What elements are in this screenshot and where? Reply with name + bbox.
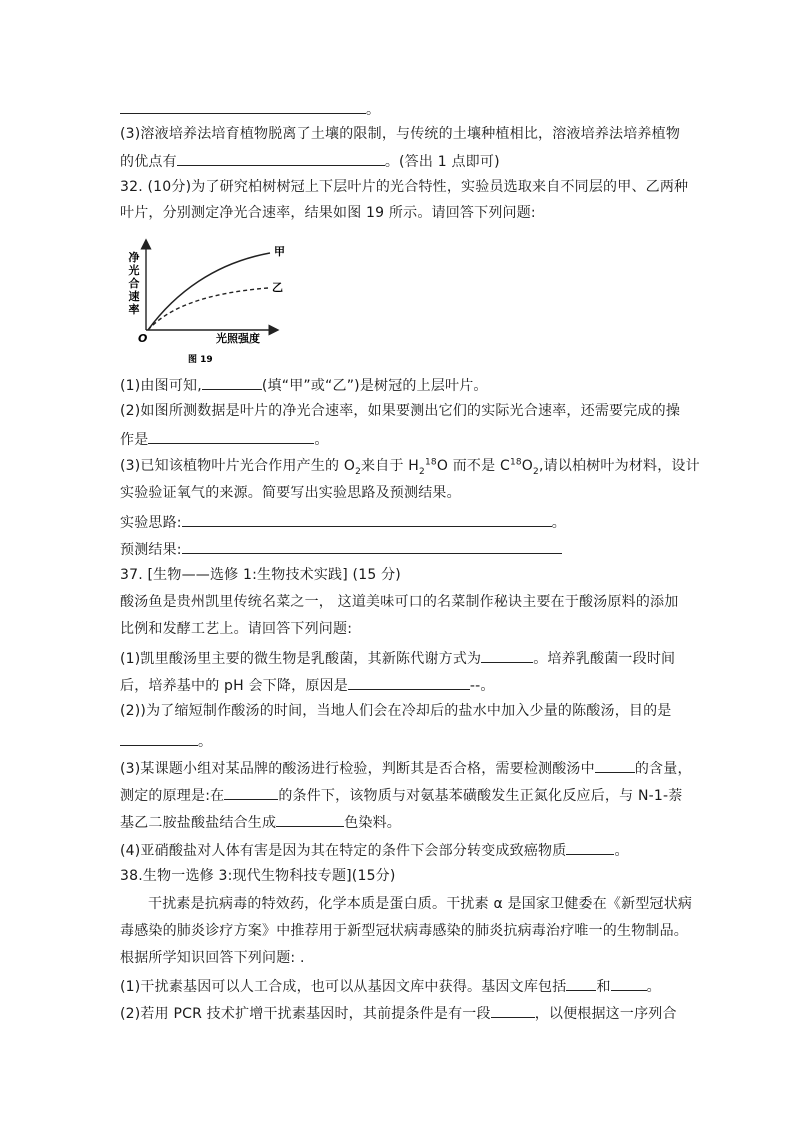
answer-blank[interactable] xyxy=(595,757,635,773)
answer-blank[interactable] xyxy=(182,538,562,554)
answer-blank[interactable] xyxy=(202,374,262,390)
question-37-3-cont: 测定的原理是:在 的条件下，该物质与对氨基苯磺酸发生正氮化反应后，与 N-1-萘 xyxy=(120,784,682,806)
question-31-3-answer: 的优点有 。(答出 1 点即可) xyxy=(120,150,500,172)
experiment-idea-line: 实验思路: 。 xyxy=(120,511,566,533)
answer-blank[interactable] xyxy=(491,1002,535,1018)
figure-19-chart xyxy=(120,238,290,368)
question-38-1: (1)干扰素基因可以人工合成，也可以从基因文库中获得。基因文库包括 和 。 xyxy=(120,975,661,997)
question-38-heading: 38.生物一选修 3:现代生物科技专题](15分) xyxy=(120,868,396,884)
prediction-line: 预测结果: xyxy=(120,538,562,560)
question-38-intro: 干扰素是抗病毒的特效药，化学本质是蛋白质。干扰素 α 是国家卫健委在《新型冠状病 xyxy=(148,896,693,912)
question-32-2-text: (2)如图所测数据是叶片的净光合速率，如果要测出它们的实际光合速率，还需要完成的操 xyxy=(120,403,681,419)
answer-line-continued: 。 xyxy=(120,98,380,120)
origin-label: O xyxy=(138,332,148,345)
answer-blank[interactable] xyxy=(148,428,314,444)
curve-jia-label: 甲 xyxy=(274,245,285,258)
answer-blank[interactable] xyxy=(566,839,614,855)
answer-blank[interactable] xyxy=(120,730,198,746)
question-37-2-answer: 。 xyxy=(120,730,212,752)
answer-blank[interactable] xyxy=(182,511,552,527)
answer-blank[interactable] xyxy=(348,674,470,690)
question-37-heading: 37. [生物——选修 1:生物技术实践] (15 分) xyxy=(120,567,401,583)
answer-blank[interactable] xyxy=(611,975,647,991)
question-37-2: (2))为了缩短制作酸汤的时间，当地人们会在冷却后的盐水中加入少量的陈酸汤，目的是 xyxy=(120,703,672,719)
ylabel-char: 速 xyxy=(128,290,140,303)
question-37-4: (4)亚硝酸盐对人体有害是因为其在特定的条件下会部分转变成致癌物质 。 xyxy=(120,839,629,861)
question-37-intro: 酸汤鱼是贵州凯里传统名菜之一， 这道美味可口的名菜制作秘诀主要在于酸汤原料的添加 xyxy=(120,594,679,610)
question-32-intro: 叶片，分别测定净光合速率，结果如图 19 所示。请回答下列问题: xyxy=(120,205,536,221)
question-32-1: (1)由图可知, (填“甲”或“乙”)是树冠的上层叶片。 xyxy=(120,374,488,396)
question-37-3: (3)某课题小组对某品牌的酸汤进行检验，判断其是否合格，需要检测酸汤中 的含量， xyxy=(120,757,692,779)
ylabel-char: 合 xyxy=(128,277,140,290)
answer-blank[interactable] xyxy=(566,975,596,991)
question-31-3-text: (3)溶液培养法培育植物脱离了土壤的限制，与传统的土壤种植相比，溶液培养法培养植物 xyxy=(120,126,681,142)
question-32-heading: 32. (10分)为了研究柏树树冠上下层叶片的光合特性，实验员选取来自不同层的甲、乙两种 xyxy=(120,179,689,195)
question-32-3-text: (3)已知该植物叶片光合作用产生的 $O_2$来自于 $H_2^{18}O$ 而不是 $C^{18}O_2$,请以柏树叶为材料，设计 xyxy=(120,457,700,477)
curve-jia xyxy=(148,253,270,330)
answer-blank[interactable] xyxy=(481,647,533,663)
question-38-2: (2)若用 PCR 技术扩增干扰素基因时，其前提条件是有一段 ，以便根据这一序列合 xyxy=(120,1002,677,1024)
question-32-2-answer: 作是 。 xyxy=(120,428,329,450)
answer-blank[interactable] xyxy=(177,150,385,166)
x-axis-label: 光照强度 xyxy=(216,332,260,345)
question-32-3-text-2: 实验验证氧气的来源。简要写出实验思路及预测结果。 xyxy=(120,485,461,501)
question-38-intro-3: 根据所学知识回答下列问题: . xyxy=(120,950,305,966)
question-37-1-cont: 后，培养基中的 pH 会下降，原因是 --。 xyxy=(120,674,495,696)
answer-blank[interactable] xyxy=(276,811,344,827)
answer-blank[interactable] xyxy=(224,784,278,800)
question-37-3-cont-2: 基乙二胺盐酸盐结合生成 色染料。 xyxy=(120,811,401,833)
ylabel-char: 净 xyxy=(128,251,140,264)
question-37-intro-2: 比例和发酵工艺上。请回答下列问题: xyxy=(120,621,353,637)
curve-yi-label: 乙 xyxy=(272,281,283,294)
figure-caption: 图 19 xyxy=(188,355,213,365)
ylabel-char: 光 xyxy=(128,264,140,277)
question-38-intro-2: 毒感染的肺炎诊疗方案》中推荐用于新型冠状病毒感染的肺炎抗病毒治疗唯一的生物制品。 xyxy=(120,923,688,939)
question-37-1: (1)凯里酸汤里主要的微生物是乳酸菌，其新陈代谢方式为 。培养乳酸菌一段时间 xyxy=(120,647,675,669)
answer-blank[interactable] xyxy=(120,98,366,114)
ylabel-char: 率 xyxy=(128,303,140,316)
